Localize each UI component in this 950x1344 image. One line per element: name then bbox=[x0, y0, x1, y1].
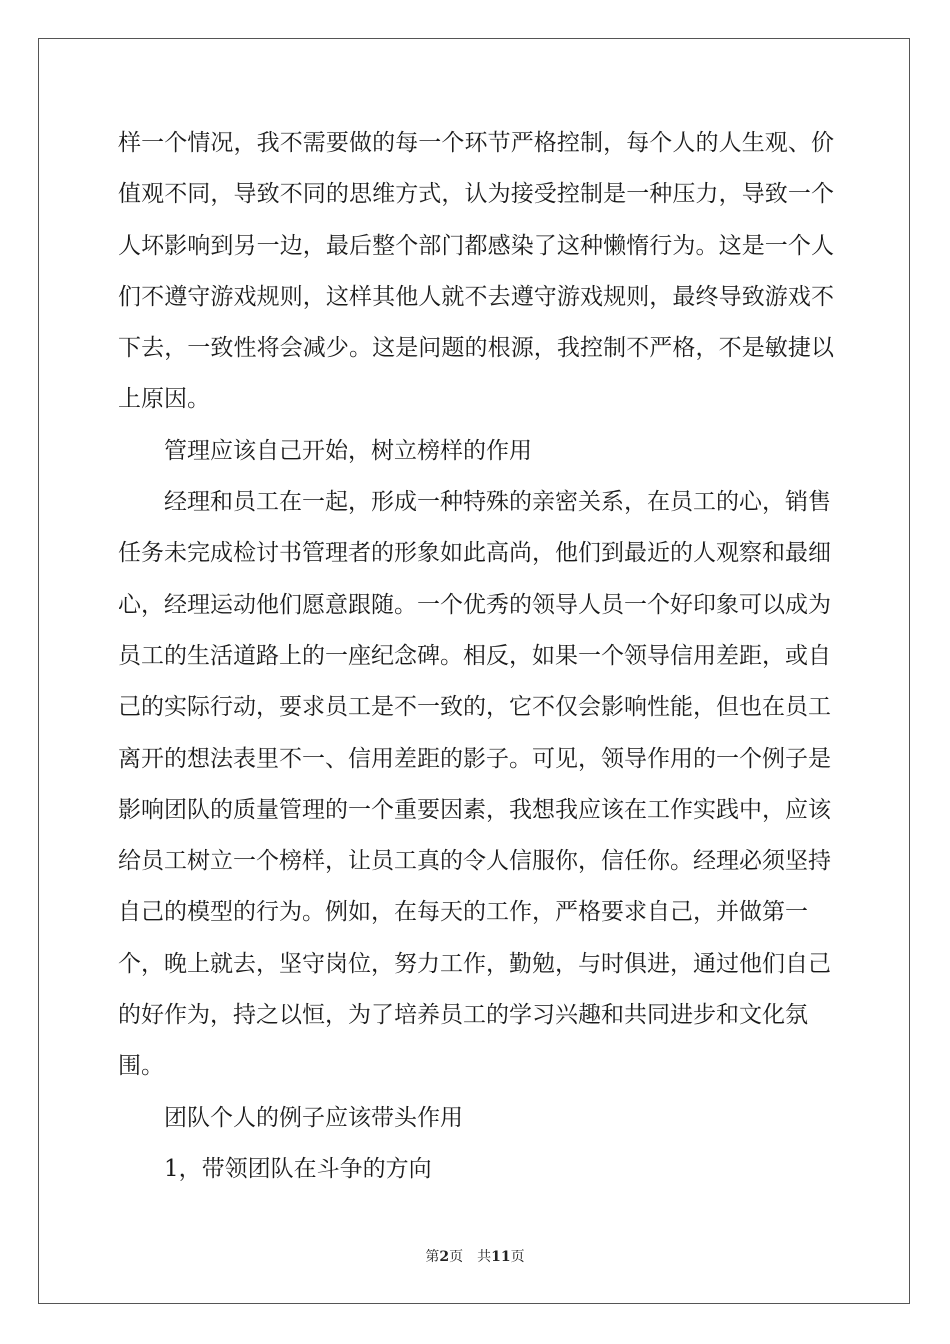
page-suffix: 页 bbox=[510, 1249, 525, 1265]
list-item-1: 1，带领团队在斗争的方向 bbox=[164, 1155, 432, 1182]
section-heading-lead-by-example: 管理应该自己开始，树立榜样的作用 bbox=[164, 437, 532, 464]
current-page: 2 bbox=[439, 1249, 450, 1265]
paragraph-manager-role: 经理和员工在一起，形成一种特殊的亲密关系，在员工的心，销售任务未完成检讨书管理者的形象如此高尚，他们到最近的人观察和最细心，经理运动他们愿意跟随。一个优秀的领导人员一个好印象可以成为员工的生活道路上的一座纪念碑。相反，如果一个领导信用差距，或自己的实际行动，要求员工是不一致的，它不仅会影响性能，但也在员工离开的想法表里不一、信用差距的影子。可见，领导作用的一个例子是影响团队的质量管理的一个重要因素，我想我应该在工作实践中，应该给员工树立一个榜样，让员工真的令人信服你，信任你。经理必须坚持自己的模型的行为。例如，在每天的工作，严格要求自己，并做第一个，晚上就去，坚守岗位，努力工作，勤勉，与时俱进，通过他们自己的好作为，持之以恒，为了培养员工的学习兴趣和共同进步和文化氛围。 bbox=[118, 489, 831, 1080]
page-mid: 页 共 bbox=[449, 1249, 492, 1265]
paragraph-continuation: 样一个情况，我不需要做的每一个环节严格控制，每个人的人生观、价值观不同，导致不同的思维方式，认为接受控制是一种压力，导致一个人坏影响到另一边，最后整个部门都感染了这种懒惰行为。这是一个人们不遵守游戏规则，这样其他人就不去遵守游戏规则，最终导致游戏不下去，一致性将会减少。这是问题的根源，我控制不严格，不是敏捷以上原因。 bbox=[118, 130, 834, 413]
page-prefix: 第 bbox=[425, 1249, 440, 1265]
section-heading-team-example: 团队个人的例子应该带头作用 bbox=[164, 1104, 463, 1131]
total-pages: 11 bbox=[491, 1249, 511, 1265]
document-body bbox=[118, 118, 834, 1195]
page-number bbox=[0, 1246, 950, 1266]
